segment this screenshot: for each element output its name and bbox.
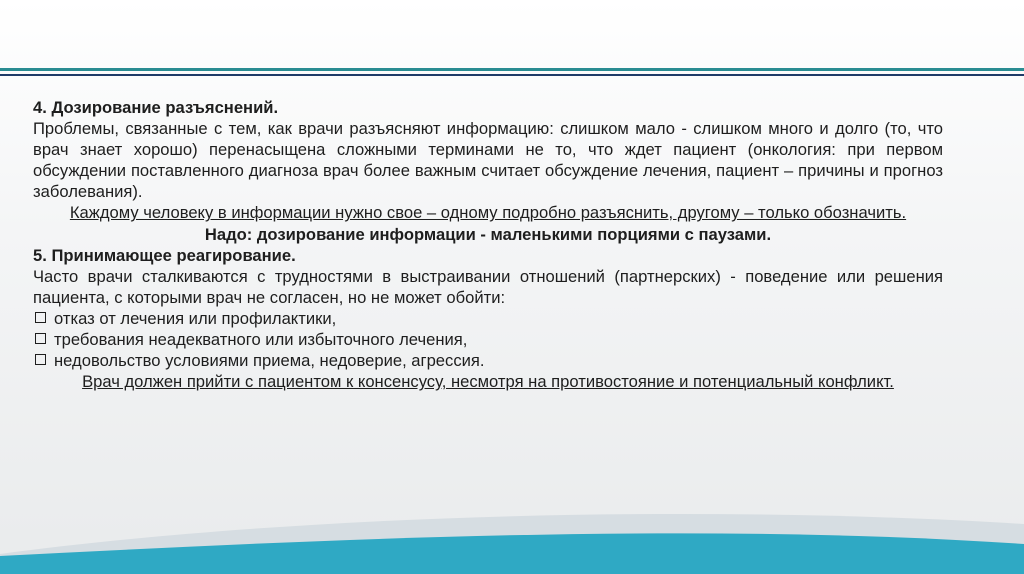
section-5-paragraph: Часто врачи сталкиваются с трудностями в выстраивании отношений (партнерских) - поведение или решения пациента, с которыми врач не согласен, но не может обойти: bbox=[33, 266, 943, 307]
checkbox-bullet-icon bbox=[35, 312, 46, 323]
slide-content bbox=[33, 97, 943, 392]
section-4-paragraph: Проблемы, связанные с тем, как врачи разъясняют информацию: слишком мало - слишком много и долго (то, что врач знает хорошо) перенасыщена сложными терминами не то, что ждет пациент (онкология: при первом обсуждении поставленного диагноза врач более важным считает обсуждение лечения, пациент – причины и прогноз заболевания). bbox=[33, 119, 943, 202]
header-divider-teal bbox=[0, 68, 1024, 71]
header-divider bbox=[0, 68, 1024, 78]
list-item bbox=[33, 308, 943, 329]
header-divider-navy bbox=[0, 74, 1024, 76]
checkbox-bullet-icon bbox=[35, 333, 46, 344]
list-item-text: требования неадекватного или избыточного лечения, bbox=[54, 330, 468, 350]
list-item bbox=[33, 350, 943, 371]
section-4-underlined-note: Каждому человеку в информации нужно свое – одному подробно разъяснить, другому – только обозначить. bbox=[69, 203, 907, 223]
list-item bbox=[33, 329, 943, 350]
section-4-bold-conclusion: Надо: дозирование информации - маленькими порциями с паузами. bbox=[204, 224, 772, 244]
checkbox-bullet-icon bbox=[35, 354, 46, 365]
bottom-wave-decoration bbox=[0, 494, 1024, 574]
list-item-text: отказ от лечения или профилактики, bbox=[54, 308, 337, 328]
section-5-heading: 5. Принимающее реагирование. bbox=[33, 245, 296, 265]
section-5-underlined-conclusion: Врач должен прийти с пациентом к консенсусу, несмотря на противостояние и потенциальный конфликт. bbox=[82, 372, 894, 392]
section-4-heading: 4. Дозирование разъяснений. bbox=[33, 98, 279, 117]
list-item-text: недовольство условиями приема, недоверие, агрессия. bbox=[54, 351, 485, 371]
